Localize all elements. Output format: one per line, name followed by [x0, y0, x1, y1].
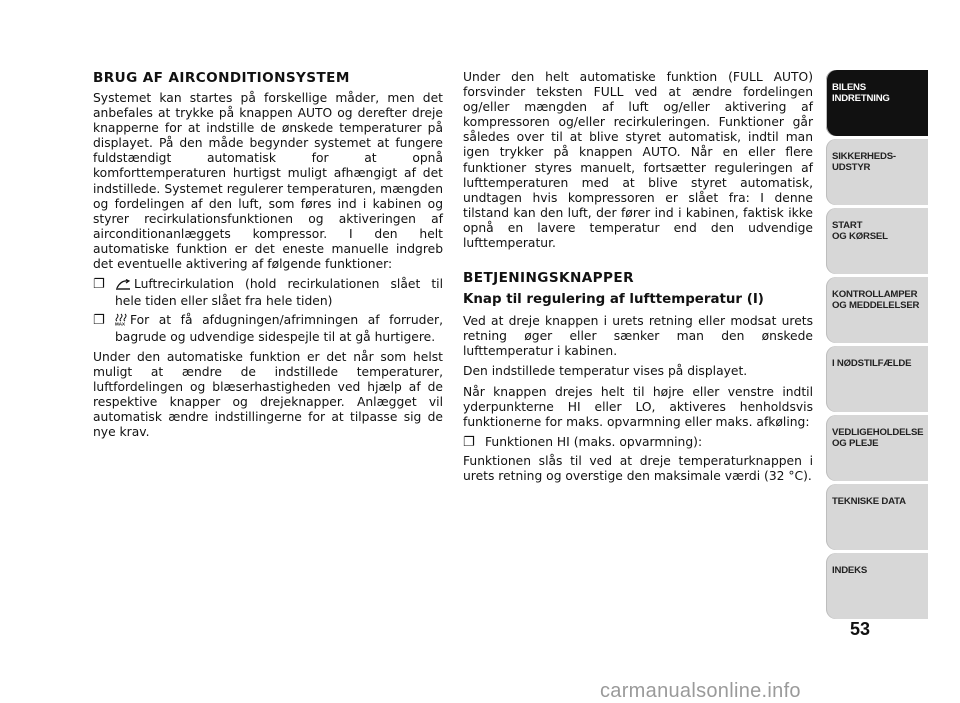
bullet-text: For at få afdugningen/afrimningen af forruder, bagrude og udvendige sidespejle til at gå hurtigere.	[115, 313, 443, 345]
right-column	[463, 70, 813, 489]
body-paragraph: Funktionen slås til ved at dreje temperaturknappen i urets retning og overstige den maksimale værdi (32 °C).	[463, 453, 813, 483]
watermark: carmanualsonline.info	[600, 680, 801, 702]
section-heading: BETJENINGSKNAPPER	[463, 270, 634, 287]
bullet-item-hi	[463, 435, 813, 450]
max-defrost-icon	[115, 313, 127, 330]
body-paragraph: Den indstillede temperatur vises på displayet.	[463, 364, 748, 379]
tab-vedligeholdelse[interactable]: VEDLIGEHOLDELSE OG PLEJE	[826, 415, 928, 481]
bullet-text: Funktionen HI (maks. opvarmning):	[485, 434, 703, 449]
tab-sikkerhedsudstyr[interactable]: SIKKERHEDS- UDSTYR	[826, 139, 928, 205]
tab-indeks[interactable]: INDEKS	[826, 553, 928, 619]
chapter-sidebar	[826, 70, 928, 622]
intro-paragraph: Systemet kan startes på forskellige måder, men det anbefales at trykke på knappen AUTO og derefter dreje knapperne for at indstille de ønskede temperaturer på displayet. På den måde begynder systemet at fungere fuldstændigt automatisk for at opnå komforttemperaturen hurtigst muligt afhængigt af det indstillede. Systemet regulerer temperaturen, mængden og fordelingen af den luft, som føres ind i kabinen og styrer recirkulationsfunktionen og aktiveringen af airconditionanlæggets kompressor. I den helt automatiske funktion er det eneste manuelle indgreb det eventuelle aktivering af følgende funktioner:	[93, 91, 443, 272]
svg-text:MAX: MAX	[115, 321, 125, 327]
body-paragraph: Under den helt automatiske funktion (FULL AUTO) forsvinder teksten FULL ved at ændre fordelingen og/eller mængden af luft og/eller aktivering af kompressoren og/eller recirkuleringen. Funktioner går således over til at blive styret automatisk, indtil man igen trykker på knappen AUTO. Når en eller flere funktioner styres manuelt, fortsætter reguleringen af lufttemperaturen med at blive styret automatisk, undtagen hvis kompressoren er slået fra: I denne tilstand kan den luft, der fører ind i kabinen, faktisk ikke opnå en lavere temperatur end den udvendige lufttemperatur.	[463, 70, 813, 251]
tab-kontrollamper[interactable]: KONTROLLAMPER OG MEDDELELSER	[826, 277, 928, 343]
recirculation-icon	[115, 279, 131, 294]
tab-bilens-indretning[interactable]: BILENS INDRETNING	[826, 70, 928, 136]
tab-nodstilfaelde[interactable]: I NØDSTILFÆLDE	[826, 346, 928, 412]
tab-tekniske-data[interactable]: TEKNISKE DATA	[826, 484, 928, 550]
left-column	[93, 70, 443, 445]
checkbox-bullet-icon: ❐	[93, 277, 105, 293]
bullet-item-recirculation	[93, 277, 443, 309]
bullet-item-max-defrost	[93, 313, 443, 345]
section-heading: BRUG AF AIRCONDITIONSYSTEM	[93, 70, 350, 86]
subsection-heading: Knap til regulering af lufttemperatur (I)	[463, 292, 764, 308]
body-paragraph: Under den automatiske funktion er det når som helst muligt at ændre de indstillede temperaturer, luftfordelingen og blæserhastigheden ved hjælp af de respektive knapper og drejeknapper. Anlægget vil automatisk ændre indstillingerne for at tilpasse sig de nye krav.	[93, 349, 443, 439]
body-paragraph: Når knappen drejes helt til højre eller venstre indtil yderpunkterne HI eller LO, aktiveres henholdsvis funktionerne for maks. opvarmning eller maks. afkøling:	[463, 384, 813, 429]
body-paragraph: Ved at dreje knappen i urets retning eller modsat urets retning øger eller sænker man den ønskede lufttemperatur i kabinen.	[463, 314, 813, 359]
checkbox-bullet-icon: ❐	[463, 434, 475, 450]
checkbox-bullet-icon: ❐	[93, 313, 105, 329]
bullet-text: Luftrecirkulation (hold recirkulationen slået til hele tiden eller slået fra hele tiden)	[115, 277, 443, 309]
tab-start-og-korsel[interactable]: START OG KØRSEL	[826, 208, 928, 274]
page-number: 53	[849, 619, 871, 639]
